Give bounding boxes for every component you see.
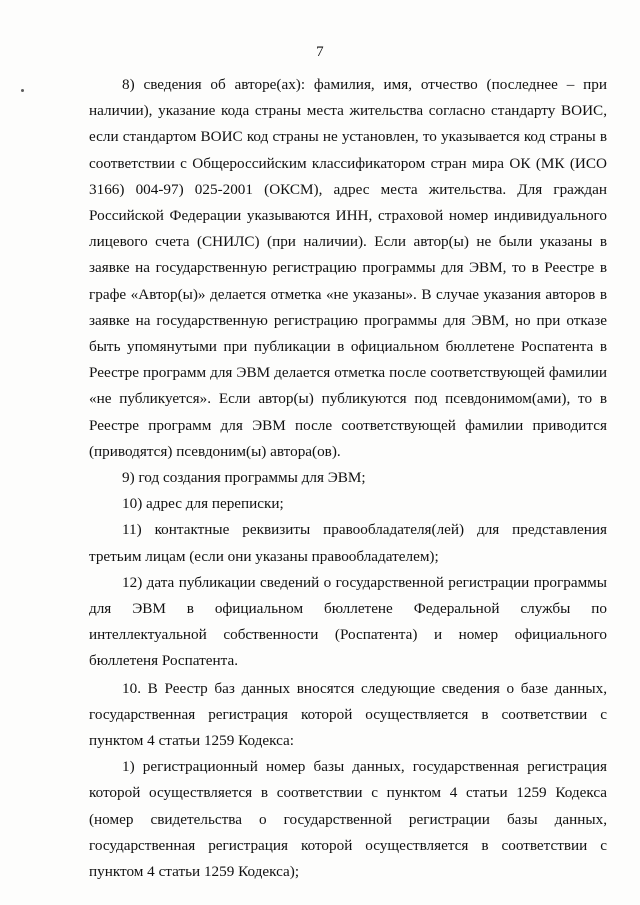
paragraph-item-9: 9) год создания программы для ЭВМ; [122,469,366,487]
paragraph-item-8: 8) сведения об авторе(ах): фамилия, имя, отчество (последнее – при наличии), указание кода страны места жительства согласно стандарту ВОИС, если стандартом ВОИС код страны не установлен, то указывается код страны в соответствии с Общероссийским классификатором стран мира ОК (МК (ИСО 3166) 004-97) 025-2001 (ОКСМ), адрес места жительства. Для граждан Российской Федерации указываются ИНН, страховой номер индивидуального лицевого счета (СНИЛС) (при наличии). Если автор(ы) не были указаны в заявке на государственную регистрацию программы для ЭВМ, то в Реестре в графе «Автор(ы)» делается отметка «не указаны». В случае указания авторов в заявке на государственную регистрацию программы для ЭВМ, но при отказе быть упомянутыми при публикации в официальном бюллетене Роспатента в Реестре программ для ЭВМ делается отметка после соответствующей фамилии «не публикуется». Если автор(ы) публикуются под псевдонимом(ами), то в Реестре программ для ЭВМ после соответствующей фамилии приводится (приводятся) псевдоним(ы) автора(ов). [89,76,607,460]
scan-mark [21,89,24,92]
paragraph-item-12: 12) дата публикации сведений о государственной регистрации программы для ЭВМ в официальном бюллетене Федеральной службы по интеллектуальной собственности (Роспатента) и номер официального бюллетеня Роспатента. [89,573,607,670]
document-body [89,72,607,885]
page-number: 7 [316,44,324,60]
paragraph-item-11: 11) контактные реквизиты правообладателя(лей) для представления третьим лицам (если они указаны правообладателем); [89,521,607,565]
paragraph-item-10: 10) адрес для переписки; [122,495,284,513]
paragraph-db-item-1: 1) регистрационный номер базы данных, государственная регистрация которой осуществляется в соответствии с пунктом 4 статьи 1259 Кодекса (номер свидетельства о государственной регистрации базы данных, государственная регистрация которой осуществляется в соответствии с пунктом 4 статьи 1259 Кодекса); [89,758,607,881]
paragraph-section-10: 10. В Реестр баз данных вносятся следующие сведения о базе данных, государственная регистрация которой осуществляется в соответствии с пунктом 4 статьи 1259 Кодекса: [89,679,607,750]
